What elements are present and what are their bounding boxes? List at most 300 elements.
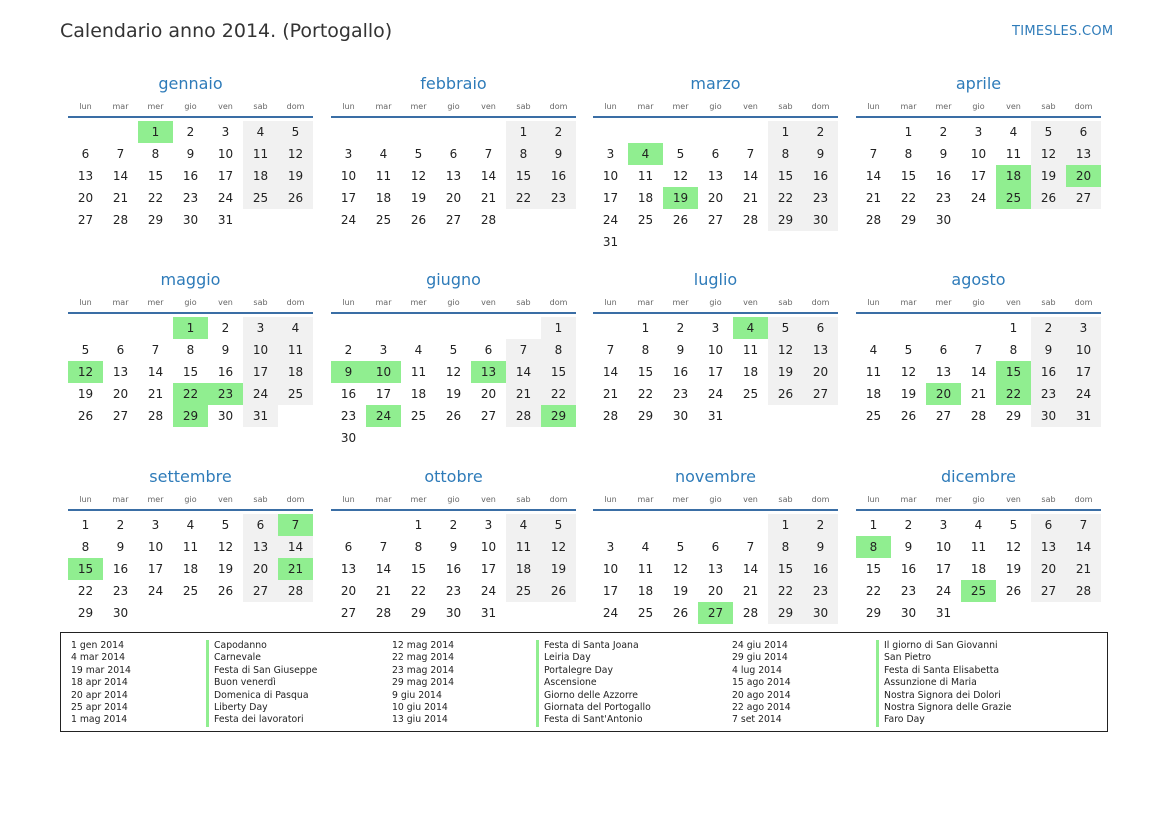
day-cell: 8 (151, 147, 160, 161)
weekday-label: mar (375, 494, 392, 504)
day-grid (856, 514, 1101, 624)
day-cell: 10 (480, 540, 497, 554)
holiday-day-cell: 22 (173, 383, 208, 405)
day-cell: 11 (410, 365, 427, 379)
day-cell: 3 (939, 518, 948, 532)
day-cell: 1 (904, 125, 913, 139)
day-cell: 13 (935, 365, 952, 379)
weekday-label: mar (900, 297, 917, 307)
day-cell: 20 (77, 191, 94, 205)
day-cell: 21 (602, 387, 619, 401)
empty-cell (663, 121, 698, 143)
weekend-day-cell: 8 (768, 536, 803, 558)
holiday-name: Faro Day (876, 714, 1011, 726)
day-cell: 21 (742, 584, 759, 598)
weekend-day-cell: 18 (243, 165, 278, 187)
holiday-name: Ascensione (536, 677, 651, 689)
holiday-date: 19 mar 2014 (71, 664, 131, 676)
weekend-day-cell: 23 (1031, 383, 1066, 405)
day-cell: 24 (602, 606, 619, 620)
day-grid (331, 514, 576, 624)
weekend-day-cell: 26 (278, 187, 313, 209)
holiday-day-cell: 15 (68, 558, 103, 580)
empty-cell (68, 317, 103, 339)
holiday-day-cell: 15 (996, 361, 1031, 383)
day-cell: 11 (375, 169, 392, 183)
day-cell: 25 (637, 606, 654, 620)
day-cell: 2 (449, 518, 458, 532)
weekend-day-cell: 28 (278, 580, 313, 602)
day-cell: 19 (410, 191, 427, 205)
day-cell: 30 (672, 409, 689, 423)
day-cell: 12 (672, 562, 689, 576)
day-cell: 15 (182, 365, 199, 379)
holiday-name: Carnevale (206, 652, 317, 664)
holiday-date: 10 giu 2014 (392, 701, 448, 713)
empty-cell (366, 121, 401, 143)
holiday-date: 15 ago 2014 (732, 677, 791, 689)
weekday-label: sab (1041, 297, 1056, 307)
weekday-label: lun (79, 297, 92, 307)
day-cell: 17 (480, 562, 497, 576)
weekend-day-cell: 20 (1031, 558, 1066, 580)
holiday-date: 23 mag 2014 (392, 664, 455, 676)
day-cell: 26 (672, 213, 689, 227)
weekday-label: mar (112, 494, 129, 504)
empty-cell (436, 317, 471, 339)
weekday-label: lun (79, 101, 92, 111)
weekend-day-cell: 14 (278, 536, 313, 558)
day-cell: 11 (1005, 147, 1022, 161)
day-cell: 24 (970, 191, 987, 205)
month-dicembre (856, 465, 1101, 624)
empty-cell (138, 317, 173, 339)
holiday-date: 4 mar 2014 (71, 652, 126, 664)
day-cell: 17 (340, 191, 357, 205)
day-cell: 18 (742, 365, 759, 379)
holiday-day-cell: 19 (663, 187, 698, 209)
day-cell: 3 (344, 147, 353, 161)
holiday-date: 4 lug 2014 (732, 664, 782, 676)
day-cell: 29 (77, 606, 94, 620)
day-cell: 5 (81, 343, 90, 357)
day-cell: 17 (935, 562, 952, 576)
empty-cell (733, 121, 768, 143)
weekend-day-cell: 7 (1066, 514, 1101, 536)
day-cell: 8 (1009, 343, 1018, 357)
weekend-day-cell: 23 (803, 580, 838, 602)
day-grid (68, 317, 313, 427)
holiday-name: Portalegre Day (536, 665, 651, 677)
weekday-label: mar (637, 297, 654, 307)
day-cell: 31 (707, 409, 724, 423)
weekend-day-cell: 9 (1031, 339, 1066, 361)
empty-cell (436, 121, 471, 143)
holiday-name: Il giorno di San Giovanni (876, 640, 1011, 652)
day-cell: 8 (81, 540, 90, 554)
weekday-label: ven (1006, 494, 1021, 504)
month-name: dicembre (940, 467, 1017, 486)
day-cell: 24 (707, 387, 724, 401)
month-agosto (856, 268, 1101, 427)
day-cell: 23 (672, 387, 689, 401)
holiday-date: 1 gen 2014 (71, 640, 124, 651)
day-cell: 21 (147, 387, 164, 401)
day-cell: 28 (112, 213, 129, 227)
day-cell: 15 (900, 169, 917, 183)
day-cell: 4 (1009, 125, 1018, 139)
day-cell: 7 (974, 343, 983, 357)
day-cell: 4 (414, 343, 423, 357)
day-cell: 29 (865, 606, 882, 620)
weekday-label: ven (743, 297, 758, 307)
day-cell: 30 (182, 213, 199, 227)
day-cell: 13 (340, 562, 357, 576)
day-cell: 4 (641, 540, 650, 554)
empty-cell (628, 514, 663, 536)
weekend-day-cell: 5 (1031, 121, 1066, 143)
weekday-label: ven (1006, 297, 1021, 307)
day-cell: 6 (449, 147, 458, 161)
weekday-label: dom (1074, 101, 1093, 111)
day-grid (856, 317, 1101, 427)
day-cell: 29 (900, 213, 917, 227)
weekday-label: lun (342, 494, 355, 504)
holiday-name: Giorno delle Azzorre (536, 690, 651, 702)
weekday-label: gio (184, 297, 197, 307)
day-cell: 13 (707, 169, 724, 183)
day-cell: 23 (182, 191, 199, 205)
day-cell: 17 (602, 191, 619, 205)
weekend-day-cell: 16 (1031, 361, 1066, 383)
weekend-day-cell: 3 (1066, 317, 1101, 339)
day-cell: 4 (186, 518, 195, 532)
weekend-day-cell: 22 (768, 580, 803, 602)
day-cell: 20 (112, 387, 129, 401)
day-cell: 27 (707, 213, 724, 227)
weekday-label: dom (549, 494, 568, 504)
day-cell: 30 (900, 606, 917, 620)
empty-cell (331, 317, 366, 339)
day-cell: 22 (900, 191, 917, 205)
empty-cell (856, 317, 891, 339)
weekend-day-cell: 24 (1066, 383, 1101, 405)
day-cell: 8 (186, 343, 195, 357)
holiday-date: 1 mag 2014 (71, 714, 128, 726)
day-cell: 12 (900, 365, 917, 379)
holiday-date: 20 ago 2014 (732, 689, 791, 701)
day-cell: 9 (449, 540, 458, 554)
weekday-label: lun (867, 297, 880, 307)
weekend-day-cell: 1 (768, 121, 803, 143)
weekday-label: sab (516, 297, 531, 307)
day-cell: 5 (904, 343, 913, 357)
holiday-name: Nostra Signora delle Grazie (876, 702, 1011, 714)
day-cell: 25 (742, 387, 759, 401)
day-cell: 17 (970, 169, 987, 183)
day-cell: 22 (637, 387, 654, 401)
day-cell: 11 (182, 540, 199, 554)
day-cell: 21 (970, 387, 987, 401)
weekend-day-cell: 31 (1066, 405, 1101, 427)
weekday-label: ven (481, 494, 496, 504)
weekend-day-cell: 15 (541, 361, 576, 383)
day-cell: 8 (414, 540, 423, 554)
weekend-day-cell: 24 (243, 383, 278, 405)
holiday-dates-column (71, 640, 131, 727)
weekend-day-cell: 28 (506, 405, 541, 427)
holiday-day-cell: 29 (173, 405, 208, 427)
weekday-label: gio (447, 101, 460, 111)
month-name: aprile (955, 74, 1002, 93)
day-cell: 31 (480, 606, 497, 620)
empty-cell (103, 317, 138, 339)
day-cell: 7 (746, 540, 755, 554)
weekday-label: sab (1041, 101, 1056, 111)
month-marzo (593, 72, 838, 253)
weekday-label: ven (218, 101, 233, 111)
weekday-header (856, 489, 1101, 511)
empty-cell (401, 121, 436, 143)
weekday-label: dom (811, 494, 830, 504)
weekend-day-cell: 18 (278, 361, 313, 383)
day-cell: 20 (445, 191, 462, 205)
month-name: ottobre (424, 467, 483, 486)
day-cell: 11 (742, 343, 759, 357)
day-cell: 25 (637, 213, 654, 227)
day-cell: 7 (869, 147, 878, 161)
day-cell: 10 (602, 169, 619, 183)
holiday-day-cell: 8 (856, 536, 891, 558)
day-cell: 28 (480, 213, 497, 227)
day-cell: 12 (445, 365, 462, 379)
weekend-day-cell: 17 (243, 361, 278, 383)
holiday-name: Festa di San Giuseppe (206, 665, 317, 677)
day-cell: 22 (410, 584, 427, 598)
weekend-day-cell: 4 (243, 121, 278, 143)
weekend-day-cell: 27 (1066, 187, 1101, 209)
weekend-day-cell: 6 (243, 514, 278, 536)
weekday-header (68, 96, 313, 118)
day-cell: 2 (904, 518, 913, 532)
holiday-day-cell: 4 (733, 317, 768, 339)
day-cell: 30 (445, 606, 462, 620)
weekend-day-cell: 27 (803, 383, 838, 405)
month-gennaio (68, 72, 313, 231)
day-cell: 3 (711, 321, 720, 335)
holiday-names-column (876, 640, 1011, 727)
weekend-day-cell: 9 (803, 536, 838, 558)
weekday-label: mer (935, 297, 952, 307)
day-cell: 9 (186, 147, 195, 161)
holiday-dates-column (732, 640, 791, 727)
day-cell: 7 (116, 147, 125, 161)
day-cell: 2 (939, 125, 948, 139)
empty-cell (471, 317, 506, 339)
holiday-name: Festa di Sant'Antonio (536, 714, 651, 726)
day-cell: 23 (340, 409, 357, 423)
day-cell: 2 (116, 518, 125, 532)
weekend-day-cell: 11 (278, 339, 313, 361)
holiday-day-cell: 12 (68, 361, 103, 383)
weekend-day-cell: 13 (243, 536, 278, 558)
day-cell: 19 (900, 387, 917, 401)
weekend-day-cell: 12 (1031, 143, 1066, 165)
day-cell: 14 (865, 169, 882, 183)
weekend-day-cell: 30 (803, 209, 838, 231)
holiday-name: Assunzione di Maria (876, 677, 1011, 689)
day-cell: 29 (1005, 409, 1022, 423)
day-cell: 5 (676, 540, 685, 554)
weekend-day-cell: 2 (541, 121, 576, 143)
day-cell: 19 (1005, 562, 1022, 576)
weekday-label: lun (867, 494, 880, 504)
day-cell: 10 (340, 169, 357, 183)
holiday-day-cell: 24 (366, 405, 401, 427)
empty-cell (401, 317, 436, 339)
empty-cell (366, 514, 401, 536)
weekend-day-cell: 22 (541, 383, 576, 405)
month-name: luglio (693, 270, 738, 289)
brand-link[interactable]: TIMESLES.COM (1012, 24, 1114, 39)
day-cell: 20 (480, 387, 497, 401)
weekend-day-cell: 23 (803, 187, 838, 209)
weekday-label: dom (549, 101, 568, 111)
holiday-name: Liberty Day (206, 702, 317, 714)
holiday-date: 9 giu 2014 (392, 689, 442, 701)
month-name: maggio (160, 270, 221, 289)
day-cell: 18 (865, 387, 882, 401)
day-cell: 18 (637, 191, 654, 205)
weekday-label: gio (447, 297, 460, 307)
day-cell: 31 (935, 606, 952, 620)
weekday-label: mar (637, 494, 654, 504)
page-title: Calendario anno 2014. (Portogallo) (60, 20, 393, 42)
day-cell: 23 (900, 584, 917, 598)
day-cell: 17 (602, 584, 619, 598)
day-cell: 2 (221, 321, 230, 335)
weekday-label: sab (253, 101, 268, 111)
day-cell: 6 (116, 343, 125, 357)
month-name: gennaio (158, 74, 223, 93)
weekday-label: lun (604, 494, 617, 504)
holiday-day-cell: 4 (628, 143, 663, 165)
weekday-label: dom (1074, 494, 1093, 504)
day-cell: 18 (970, 562, 987, 576)
month-name: giugno (426, 270, 481, 289)
month-maggio (68, 268, 313, 427)
day-cell: 30 (935, 213, 952, 227)
day-cell: 15 (637, 365, 654, 379)
holiday-day-cell: 7 (278, 514, 313, 536)
day-grid (68, 514, 313, 624)
day-cell: 12 (410, 169, 427, 183)
day-cell: 23 (112, 584, 129, 598)
day-cell: 14 (147, 365, 164, 379)
weekend-day-cell: 1 (768, 514, 803, 536)
day-cell: 13 (707, 562, 724, 576)
day-cell: 16 (112, 562, 129, 576)
day-cell: 28 (742, 606, 759, 620)
day-cell: 9 (904, 540, 913, 554)
day-cell: 19 (217, 562, 234, 576)
day-cell: 9 (676, 343, 685, 357)
day-cell: 8 (641, 343, 650, 357)
holiday-name: Festa dei lavoratori (206, 714, 317, 726)
holiday-name: Buon venerdì (206, 677, 317, 689)
day-cell: 11 (637, 169, 654, 183)
empty-cell (593, 317, 628, 339)
day-cell: 5 (449, 343, 458, 357)
day-cell: 28 (375, 606, 392, 620)
day-cell: 10 (970, 147, 987, 161)
weekday-label: gio (972, 101, 985, 111)
weekday-label: mar (112, 101, 129, 111)
day-cell: 25 (410, 409, 427, 423)
holiday-day-cell: 23 (208, 383, 243, 405)
day-cell: 24 (602, 213, 619, 227)
day-cell: 6 (711, 540, 720, 554)
day-cell: 28 (742, 213, 759, 227)
day-cell: 19 (77, 387, 94, 401)
weekday-label: sab (778, 297, 793, 307)
holiday-name: Capodanno (206, 640, 317, 652)
weekday-label: ven (481, 297, 496, 307)
holiday-day-cell: 27 (698, 602, 733, 624)
holiday-name: Nostra Signora dei Dolori (876, 690, 1011, 702)
empty-cell (471, 121, 506, 143)
holiday-date: 12 mag 2014 (392, 640, 455, 651)
weekday-header (331, 489, 576, 511)
day-grid (593, 514, 838, 624)
weekday-label: dom (286, 297, 305, 307)
weekday-label: ven (218, 297, 233, 307)
day-cell: 18 (637, 584, 654, 598)
day-grid (331, 121, 576, 231)
weekend-day-cell: 13 (1066, 143, 1101, 165)
day-cell: 14 (742, 562, 759, 576)
month-name: febbraio (420, 74, 487, 93)
weekend-day-cell: 22 (768, 187, 803, 209)
weekday-label: mer (147, 494, 164, 504)
weekday-label: dom (1074, 297, 1093, 307)
month-novembre (593, 465, 838, 624)
day-cell: 22 (77, 584, 94, 598)
month-settembre (68, 465, 313, 624)
day-cell: 14 (742, 169, 759, 183)
holiday-day-cell: 22 (996, 383, 1031, 405)
holiday-day-cell: 9 (331, 361, 366, 383)
day-cell: 21 (112, 191, 129, 205)
day-cell: 10 (707, 343, 724, 357)
weekday-label: mer (935, 494, 952, 504)
holiday-date: 7 set 2014 (732, 714, 782, 726)
month-ottobre (331, 465, 576, 624)
weekend-day-cell: 6 (803, 317, 838, 339)
day-cell: 26 (1005, 584, 1022, 598)
day-cell: 1 (869, 518, 878, 532)
weekend-day-cell: 25 (278, 383, 313, 405)
weekend-day-cell: 21 (1066, 558, 1101, 580)
day-cell: 16 (935, 169, 952, 183)
day-grid (331, 317, 576, 449)
day-cell: 13 (77, 169, 94, 183)
day-cell: 23 (445, 584, 462, 598)
weekday-label: gio (184, 494, 197, 504)
holiday-day-cell: 25 (961, 580, 996, 602)
weekend-day-cell: 23 (541, 187, 576, 209)
weekend-day-cell: 7 (506, 339, 541, 361)
